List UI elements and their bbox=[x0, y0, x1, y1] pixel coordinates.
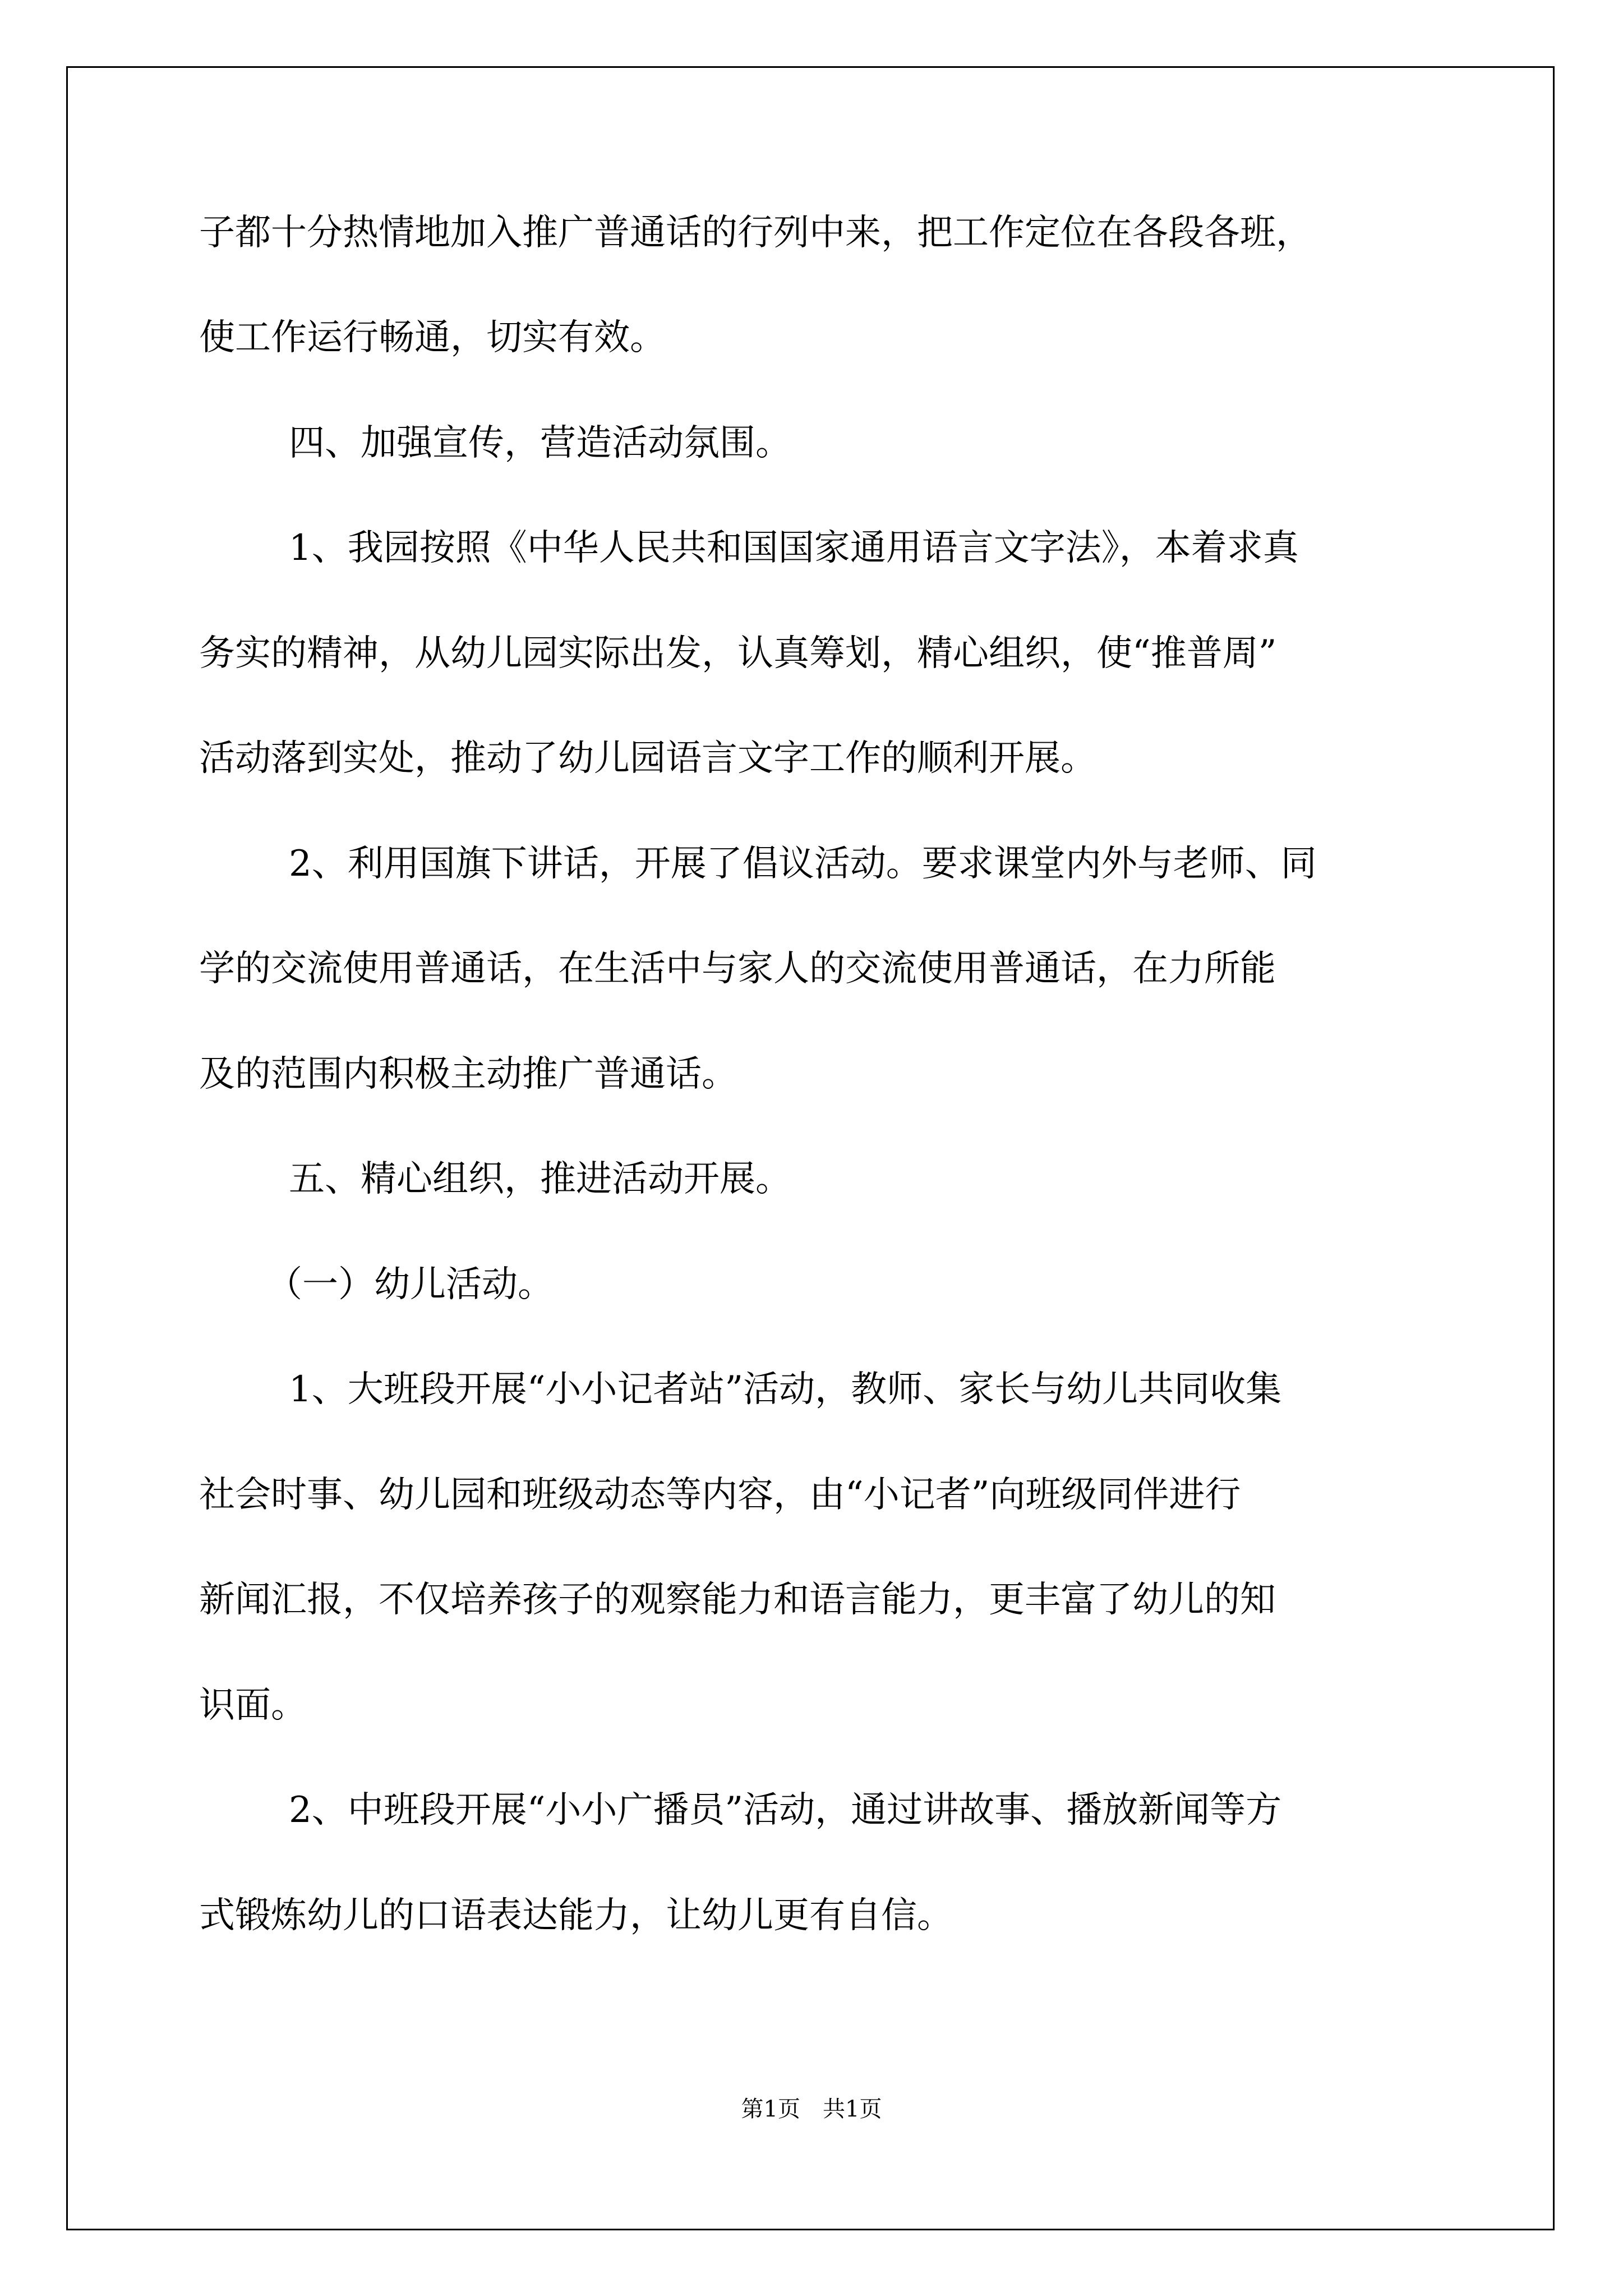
paragraph-line: 识面。 bbox=[199, 1685, 307, 1726]
paragraph-line: 活动落到实处，推动了幼儿园语言文字工作的顺利开展。 bbox=[199, 738, 1096, 779]
paragraph-line: 五、精心组织，推进活动开展。 bbox=[289, 1158, 791, 1200]
page-number-footer: 第1页 共1页 bbox=[741, 2096, 882, 2122]
paragraph-line: 四、加强宣传，营造活动氛围。 bbox=[289, 422, 791, 464]
paragraph-line: 及的范围内积极主动推广普通话。 bbox=[199, 1053, 737, 1095]
paragraph-line: 子都十分热情地加入推广普通话的行列中来，把工作定位在各段各班， bbox=[199, 212, 1312, 254]
paragraph-line: 新闻汇报，不仅培养孩子的观察能力和语言能力，更丰富了幼儿的知 bbox=[199, 1579, 1276, 1621]
paragraph-line: 2、中班段开展“小小广播员”活动，通过讲故事、播放新闻等方 bbox=[289, 1789, 1282, 1831]
paragraph-line: 1、我园按照《中华人民共和国国家通用语言文字法》，本着求真 bbox=[289, 527, 1299, 569]
paragraph-line: 式锻炼幼儿的口语表达能力，让幼儿更有自信。 bbox=[199, 1895, 953, 1936]
paragraph-line: 使工作运行畅通，切实有效。 bbox=[199, 317, 666, 358]
paragraph-line: （一）幼儿活动。 bbox=[266, 1264, 554, 1305]
paragraph-line: 社会时事、幼儿园和班级动态等内容，由“小记者”向班级同伴进行 bbox=[199, 1474, 1241, 1516]
paragraph-line: 学的交流使用普通话，在生活中与家人的交流使用普通话，在力所能 bbox=[199, 948, 1276, 990]
paragraph-line: 务实的精神，从幼儿园实际出发，认真筹划，精心组织，使“推普周” bbox=[199, 633, 1277, 674]
paragraph-line: 1、大班段开展“小小记者站”活动，教师、家长与幼儿共同收集 bbox=[289, 1369, 1282, 1410]
paragraph-line: 2、利用国旗下讲话，开展了倡议活动。要求课堂内外与老师、同 bbox=[289, 843, 1317, 885]
